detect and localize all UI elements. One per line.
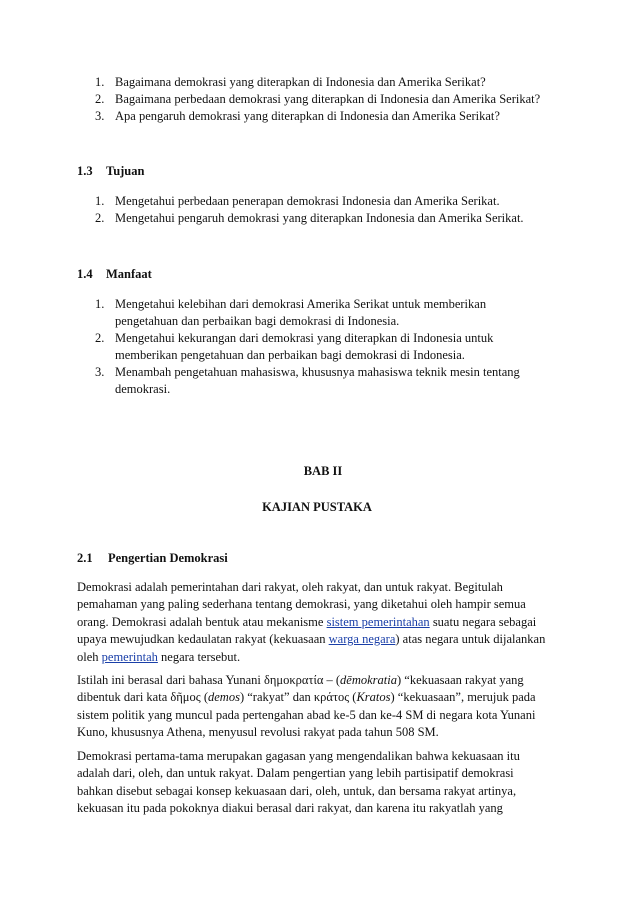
text-line: ) atas negara untuk dijalankan <box>395 632 546 647</box>
section-number: 2.1 <box>77 551 93 565</box>
list-number: 1. <box>95 75 105 89</box>
list-item <box>95 193 575 210</box>
manfaat-list <box>95 296 575 398</box>
text-line: suatu negara sebagai <box>429 614 537 629</box>
list-number: 3. <box>95 109 105 123</box>
text-line: ) “rakyat” dan κράτος ( <box>239 690 357 705</box>
text-line: dibentuk dari kata δῆμος ( <box>77 690 208 705</box>
section-title: Manfaat <box>106 267 152 281</box>
list-item <box>95 74 575 91</box>
list-text: Apa pengaruh demokrasi yang diterapkan di Indonesia dan Amerika Serikat? <box>115 109 500 123</box>
paragraph <box>77 748 567 818</box>
paragraph <box>77 579 567 666</box>
list-text: Mengetahui kekurangan dari demokrasi yang diterapkan di Indonesia untuk <box>115 331 494 345</box>
list-text: Menambah pengetahuan mahasiswa, khususnya mahasiswa teknik mesin tentang <box>115 365 520 379</box>
list-text: Mengetahui pengaruh demokrasi yang diterapkan Indonesia dan Amerika Serikat. <box>115 211 524 225</box>
list-text: memberikan pengetahuan dan perbaikan bagi demokrasi di Indonesia. <box>115 348 465 362</box>
list-text: Mengetahui perbedaan penerapan demokrasi Indonesia dan Amerika Serikat. <box>115 194 500 208</box>
list-text: Mengetahui kelebihan dari demokrasi Amerika Serikat untuk memberikan <box>115 297 487 311</box>
pemerintah-link[interactable]: pemerintah <box>101 649 158 664</box>
section-title: Pengertian Demokrasi <box>108 551 228 565</box>
research-question-list <box>95 74 575 125</box>
list-number: 2. <box>95 92 105 106</box>
text-line: pemahaman yang paling sederhana tentang demokrasi, yang diketahui oleh hampir semua <box>77 597 526 612</box>
text-line: kekuasan itu pada pokoknya diakui berasal dari rakyat, dan karena itu rakyatlah yang <box>77 801 503 816</box>
text-line: adalah dari, oleh, dan untuk rakyat. Dalam pengertian yang lebih partisipatif demokrasi <box>77 766 514 781</box>
text-line: ) “kekuasaan rakyat yang <box>396 673 524 687</box>
section-title: Tujuan <box>106 164 145 178</box>
list-item <box>95 210 575 227</box>
section-heading-pengertian <box>77 551 228 566</box>
sistem-pemerintahan-link[interactable]: sistem pemerintahan <box>326 614 430 629</box>
text-line: orang. Demokrasi adalah bentuk atau mekanisme <box>77 614 327 629</box>
warga-negara-link[interactable]: warga negara <box>328 632 396 647</box>
paragraph <box>77 672 567 742</box>
text-line: Istilah ini berasal dari bahasa Yunani δημοκρατία – ( <box>77 673 341 687</box>
list-text: demokrasi. <box>115 382 171 396</box>
list-item <box>95 330 575 364</box>
list-number: 2. <box>95 331 105 345</box>
text-line: bahkan disebut sebagai konsep kekuasaan dari, oleh, untuk, dan bersama rakyat artinya, <box>77 783 517 798</box>
section-number: 1.4 <box>77 267 93 281</box>
list-number: 1. <box>95 194 105 208</box>
text-line: sistem politik yang muncul pada pertengahan abad ke-5 dan ke-4 SM di negara kota Yunani <box>77 707 536 722</box>
list-number: 1. <box>95 297 105 311</box>
list-item <box>95 108 575 125</box>
list-item <box>95 296 575 330</box>
list-number: 2. <box>95 211 105 225</box>
list-text: Bagaimana demokrasi yang diterapkan di Indonesia dan Amerika Serikat? <box>115 75 486 89</box>
list-text: pengetahuan dan perbaikan bagi demokrasi di Indonesia. <box>115 314 400 328</box>
text-line: Demokrasi pertama-tama merupakan gagasan yang mengendalikan bahwa kekuasaan itu <box>77 749 520 763</box>
list-text: Bagaimana perbedaan demokrasi yang diterapkan di Indonesia dan Amerika Serikat? <box>115 92 541 106</box>
text-line: negara tersebut. <box>157 649 241 664</box>
text-line: ) “kekuasaan”, merujuk pada <box>390 690 536 705</box>
italic-term: dēmokratia <box>340 673 397 687</box>
list-item <box>95 91 575 108</box>
italic-term: demos <box>208 690 240 705</box>
text-line: Kuno, khususnya Athena, menyusul revolusi rakyat pada tahun 508 SM. <box>77 725 439 740</box>
section-number: 1.3 <box>77 164 93 178</box>
text-line: upaya mewujudkan kedaulatan rakyat (kekuasaan <box>77 632 329 647</box>
list-number: 3. <box>95 365 105 379</box>
text-line: oleh <box>77 649 102 664</box>
section-heading-manfaat <box>77 267 152 282</box>
chapter-title: KAJIAN PUSTAKA <box>262 500 372 514</box>
list-item <box>95 364 575 398</box>
tujuan-list <box>95 193 575 227</box>
section-heading-tujuan <box>77 164 144 179</box>
text-line: Demokrasi adalah pemerintahan dari rakyat, oleh rakyat, dan untuk rakyat. Begitulah <box>77 580 503 594</box>
italic-term: Kratos <box>356 690 391 705</box>
chapter-label: BAB II <box>303 464 343 478</box>
